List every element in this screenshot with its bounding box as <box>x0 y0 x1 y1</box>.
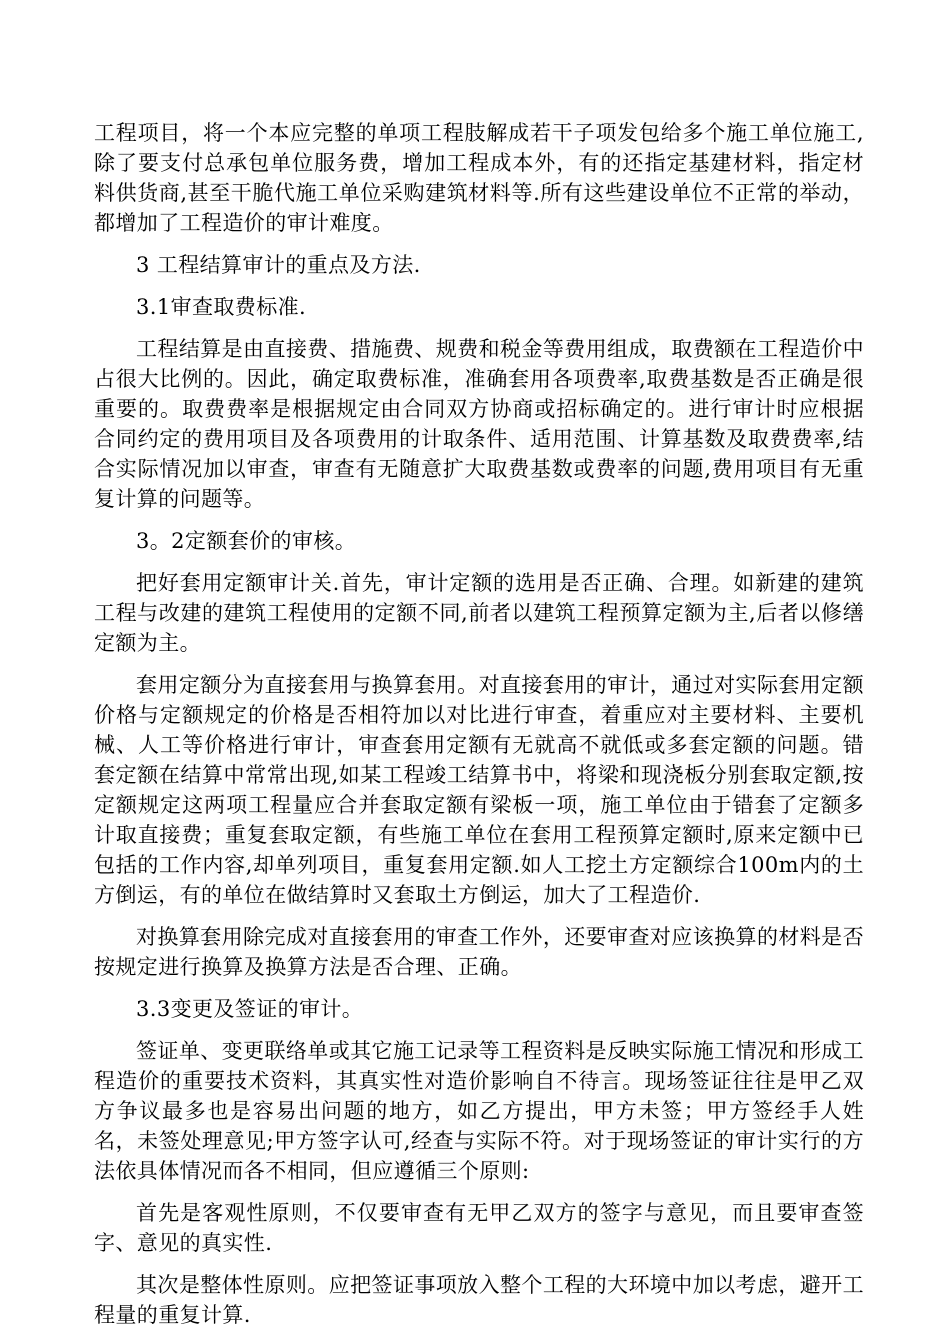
paragraph-quota-application: 套用定额分为直接套用与换算套用。对直接套用的审计，通过对实际套用定额价格与定额规定的价格是否相符加以对比进行审查，着重应对主要材料、主要机械、人工等价格进行审计，审查套用定额有无就高不就低或多套定额的问题。错套定额在结算中常常出现,如某工程竣工结算书中，将梁和现浇板分别套取定额,按定额规定这两项工程量应合并套取定额有梁板一项，施工单位由于错套了定额多计取直接费；重复套取定额，有些施工单位在套用工程预算定额时,原来定额中已包括的工作内容,却单列项目，重复套用定额.如人工挖土方定额综合100m内的土方倒运，有的单位在做结算时又套取土方倒运，加大了工程造价. <box>94 673 864 907</box>
document-page <box>94 118 864 1342</box>
paragraph-conversion-review: 对换算套用除完成对直接套用的审查工作外，还要审查对应该换算的材料是否按规定进行换算及换算方法是否合理、正确。 <box>94 925 864 979</box>
paragraph-objectivity-principle: 首先是客观性原则，不仅要审查有无甲乙双方的签字与意见，而且要审查签字、意见的真实性. <box>94 1201 864 1255</box>
paragraph-change-visa: 签证单、变更联络单或其它施工记录等工程资料是反映实际施工情况和形成工程造价的重要技术资料，其真实性对造价影响自不待言。现场签证往往是甲乙双方争议最多也是容易出问题的地方，如乙方提出，甲方未签；甲方签经手人姓名，未签处理意见;甲方签字认可,经查与实际不符。对于现场签证的审计实行的方法依具体情况而各不相同，但应遵循三个原则: <box>94 1039 864 1183</box>
paragraph-fee-standards: 工程结算是由直接费、措施费、规费和税金等费用组成，取费额在工程造价中占很大比例的。因此，确定取费标准，准确套用各项费率,取费基数是否正确是很重要的。取费费率是根据规定由合同双方协商或招标确定的。进行审计时应根据合同约定的费用项目及各项费用的计取条件、适用范围、计算基数及取费费率,结合实际情况加以审查，审查有无随意扩大取费基数或费率的问题,费用项目有无重复计算的问题等。 <box>94 337 864 511</box>
paragraph-intro: 工程项目，将一个本应完整的单项工程肢解成若干子项发包给多个施工单位施工,除了要支付总承包单位服务费，增加工程成本外，有的还指定基建材料，指定材料供货商,甚至干脆代施工单位采购建筑材料等.所有这些建设单位不正常的举动，都增加了工程造价的审计难度。 <box>94 121 864 235</box>
subsection-heading-3-1: 3.1审查取费标准. <box>136 295 307 319</box>
section-heading-3: 3 工程结算审计的重点及方法. <box>136 253 421 277</box>
paragraph-quota-selection: 把好套用定额审计关.首先，审计定额的选用是否正确、合理。如新建的建筑工程与改建的建筑工程使用的定额不同,前者以建筑工程预算定额为主,后者以修缮定额为主。 <box>94 571 864 655</box>
subsection-heading-3-3: 3.3变更及签证的审计。 <box>136 997 364 1021</box>
subsection-heading-3-2: 3。2定额套价的审核。 <box>136 529 357 553</box>
paragraph-integrity-principle: 其次是整体性原则。应把签证事项放入整个工程的大环境中加以考虑，避开工程量的重复计算. <box>94 1273 864 1327</box>
